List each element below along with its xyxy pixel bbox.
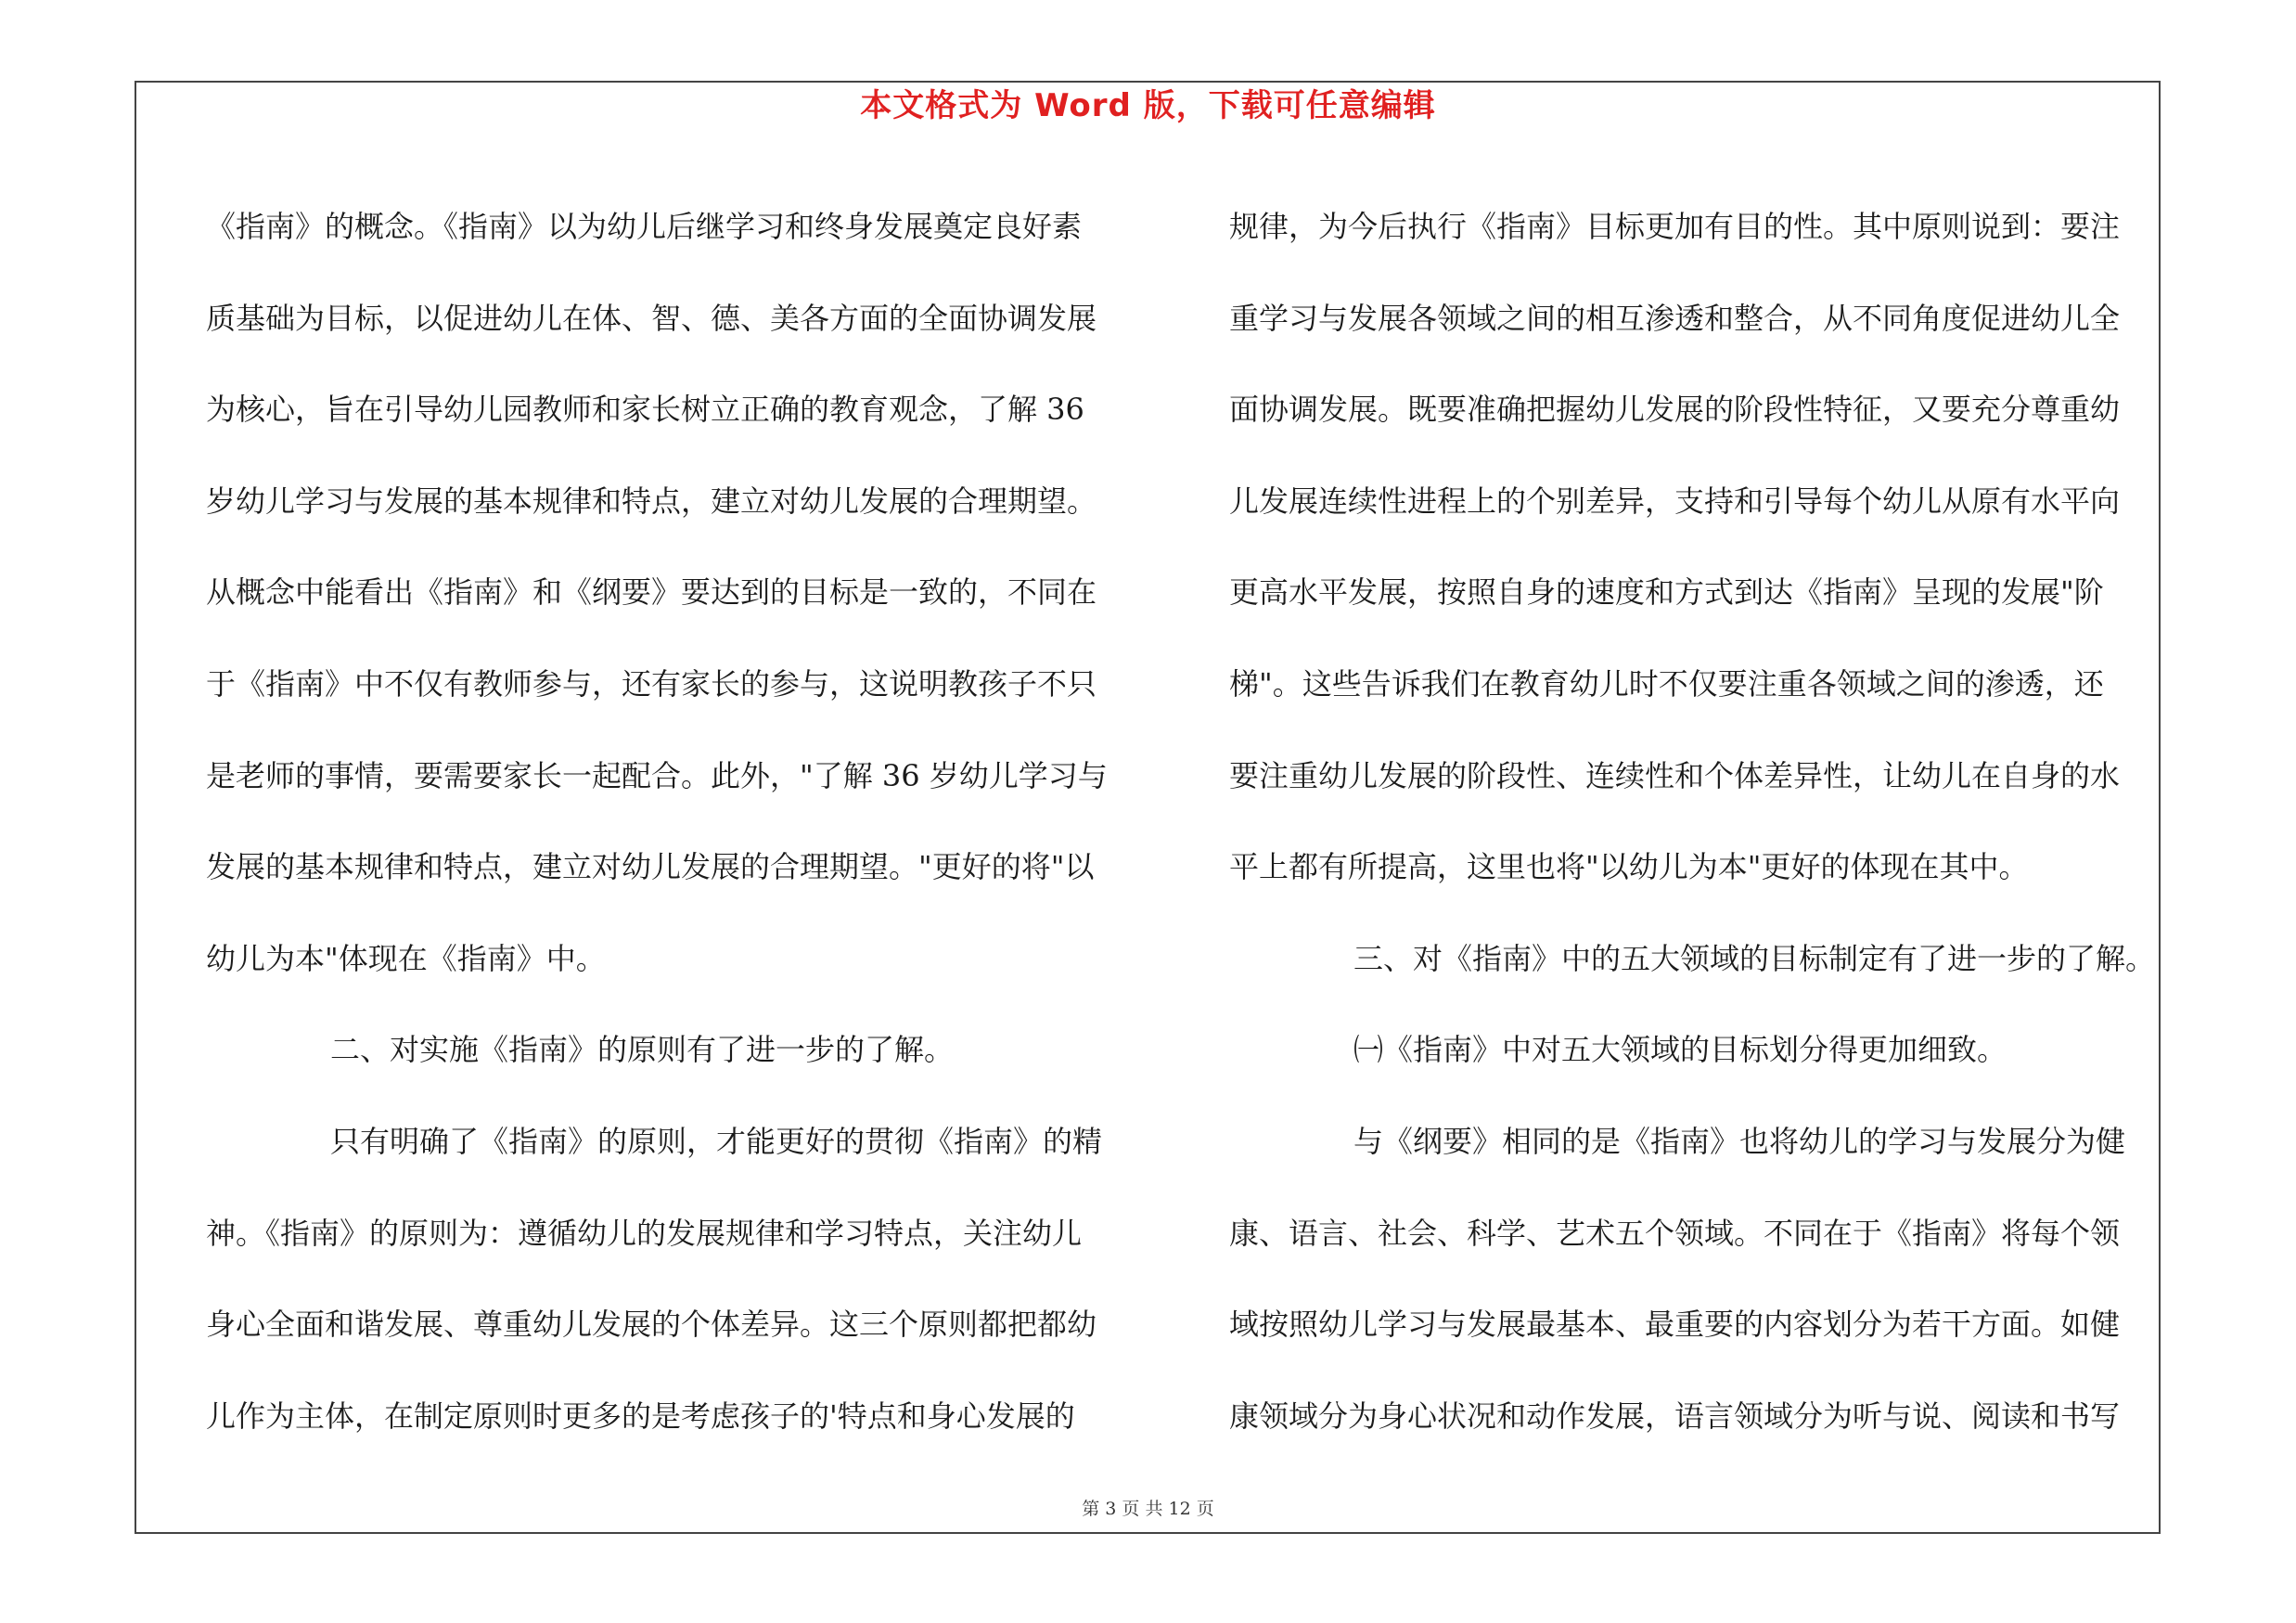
section-heading: 二、对实施《指南》的原则有了进一步的了解。 xyxy=(330,1032,955,1068)
text-line: 康、语言、社会、科学、艺术五个领域。不同在于《指南》将每个领 xyxy=(1229,1215,2121,1251)
text-line: 与《纲要》相同的是《指南》也将幼儿的学习与发展分为健 xyxy=(1353,1123,2126,1159)
text-line: 于《指南》中不仅有教师参与，还有家长的参与，这说明教孩子不只 xyxy=(206,665,1097,702)
text-line: 质基础为目标，以促进幼儿在体、智、德、美各方面的全面协调发展 xyxy=(206,300,1097,336)
text-line: 发展的基本规律和特点，建立对幼儿发展的合理期望。"更好的将"以 xyxy=(206,849,1095,885)
section-heading: 三、对《指南》中的五大领域的目标制定有了进一步的了解。 xyxy=(1353,940,2156,976)
text-line: 规律，为今后执行《指南》目标更加有目的性。其中原则说到：要注 xyxy=(1229,209,2121,244)
text-line: 是老师的事情，要需要家长一起配合。此外，"了解 36 岁幼儿学习与 xyxy=(206,757,1108,793)
text-line: 岁幼儿学习与发展的基本规律和特点，建立对幼儿发展的合理期望。 xyxy=(206,483,1097,519)
page-number: 第 3 页 共 12 页 xyxy=(1082,1499,1214,1519)
text-line: 《指南》的概念。《指南》以为幼儿后继学习和终身发展奠定良好素 xyxy=(206,209,1083,244)
text-line: 身心全面和谐发展、尊重幼儿发展的个体差异。这三个原则都把都幼 xyxy=(206,1307,1097,1343)
text-line: 梯"。这些告诉我们在教育幼儿时不仅要注重各领域之间的渗透，还 xyxy=(1229,665,2104,702)
text-line: 儿发展连续性进程上的个别差异，支持和引导每个幼儿从原有水平向 xyxy=(1229,483,2121,519)
text-line: 要注重幼儿发展的阶段性、连续性和个体差异性，让幼儿在自身的水 xyxy=(1229,757,2121,793)
text-line: 儿作为主体，在制定原则时更多的是考虑孩子的'特点和身心发展的 xyxy=(206,1398,1075,1434)
left-column xyxy=(206,181,1134,1462)
text-line: 域按照幼儿学习与发展最基本、最重要的内容划分为若干方面。如健 xyxy=(1229,1307,2121,1343)
text-line: 更高水平发展，按照自身的速度和方式到达《指南》呈现的发展"阶 xyxy=(1229,574,2104,611)
text-line: 重学习与发展各领域之间的相互渗透和整合，从不同角度促进幼儿全 xyxy=(1229,300,2121,336)
right-column xyxy=(1229,181,2157,1462)
text-line: 康领域分为身心状况和动作发展，语言领域分为听与说、阅读和书写 xyxy=(1229,1398,2121,1434)
text-line: 神。《指南》的原则为：遵循幼儿的发展规律和学习特点，关注幼儿 xyxy=(206,1215,1083,1251)
page-header: 本文格式为 Word 版，下载可任意编辑 xyxy=(860,87,1436,124)
text-line: 幼儿为本"体现在《指南》中。 xyxy=(206,940,606,976)
subsection-heading: ㈠《指南》中对五大领域的目标划分得更加细致。 xyxy=(1353,1032,2007,1068)
text-line: 为核心，旨在引导幼儿园教师和家长树立正确的教育观念，了解 36 xyxy=(206,392,1084,428)
text-line: 只有明确了《指南》的原则，才能更好的贯彻《指南》的精 xyxy=(330,1123,1103,1159)
text-line: 面协调发展。既要准确把握幼儿发展的阶段性特征，又要充分尊重幼 xyxy=(1229,392,2121,428)
text-line: 平上都有所提高，这里也将"以幼儿为本"更好的体现在其中。 xyxy=(1229,849,2029,885)
text-line: 从概念中能看出《指南》和《纲要》要达到的目标是一致的，不同在 xyxy=(206,574,1097,611)
